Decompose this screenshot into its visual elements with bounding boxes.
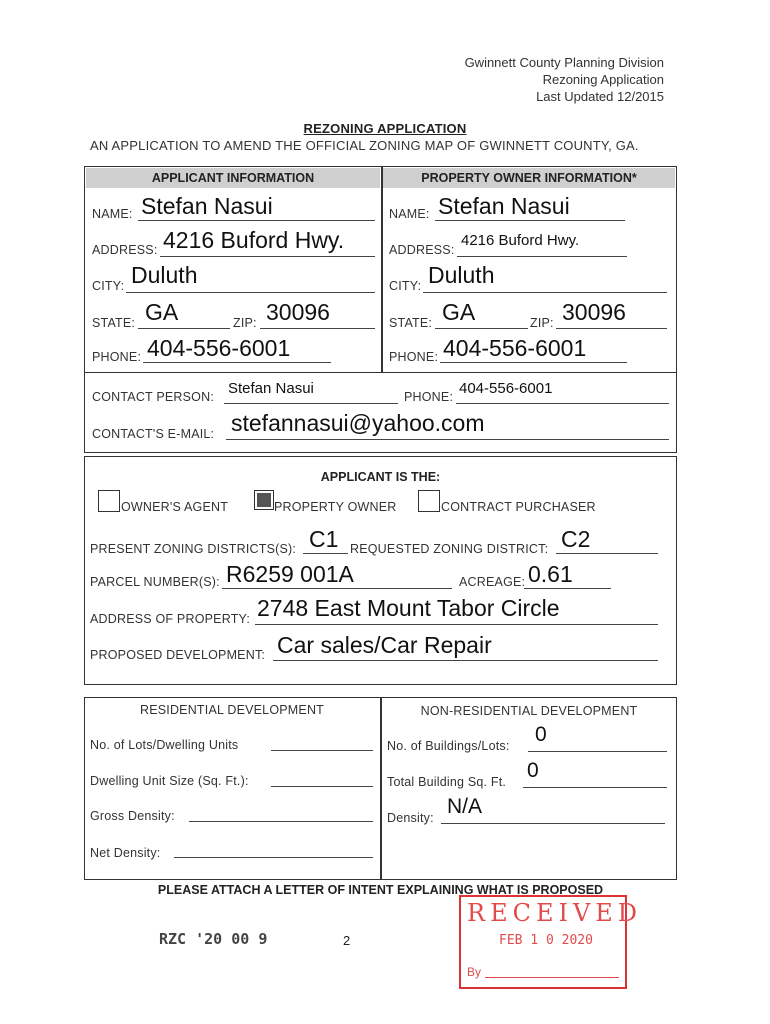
applicant-city-field[interactable]: Duluth (131, 262, 198, 288)
applicant-name-line (138, 220, 375, 221)
applicant-address-line (160, 256, 375, 257)
acreage-line (524, 588, 611, 589)
owner-address-label: ADDRESS: (389, 243, 455, 257)
applicant-phone-label: PHONE: (92, 350, 142, 364)
gross-density-field[interactable] (189, 821, 373, 822)
unit-size-label: Dwelling Unit Size (Sq. Ft.): (90, 774, 249, 788)
owners-agent-label: OWNER'S AGENT (121, 500, 229, 514)
stamp-date: FEB 1 0 2020 (499, 933, 593, 948)
owner-state-label: STATE: (389, 316, 433, 330)
section-divider (381, 166, 383, 373)
owner-state-field[interactable]: GA (442, 299, 476, 325)
contact-email-label: CONTACT'S E-MAIL: (92, 427, 215, 441)
parcel-number-label: PARCEL NUMBER(S): (90, 575, 220, 589)
contact-email-field[interactable]: stefannasui@yahoo.com (231, 410, 485, 436)
present-zoning-line (303, 553, 348, 554)
applicant-phone-field[interactable]: 404-556-6001 (147, 335, 291, 361)
applicant-name-label: NAME: (92, 207, 133, 221)
requested-zoning-label: REQUESTED ZONING DISTRICT: (350, 542, 549, 556)
property-address-label: ADDRESS OF PROPERTY: (90, 612, 251, 626)
lots-field[interactable] (271, 750, 373, 751)
case-number: RZC '20 00 9 (159, 930, 268, 948)
form-subtitle: AN APPLICATION TO AMEND THE OFFICIAL ZONING MAP OF GWINNETT COUNTY, GA. (90, 138, 639, 153)
owner-phone-label: PHONE: (389, 350, 439, 364)
requested-zoning-field[interactable]: C2 (561, 526, 591, 552)
sqft-line (523, 787, 667, 788)
applicant-city-label: CITY: (92, 279, 125, 293)
buildings-line (528, 751, 667, 752)
applicant-address-field[interactable]: 4216 Buford Hwy. (163, 227, 345, 253)
contact-person-line (224, 403, 398, 404)
proposed-development-line (273, 660, 658, 661)
acreage-label: ACREAGE: (459, 575, 526, 589)
density-line (441, 823, 665, 824)
net-density-label: Net Density: (90, 846, 161, 860)
contact-person-field[interactable]: Stefan Nasui (228, 380, 314, 397)
buildings-field[interactable]: 0 (535, 723, 547, 746)
parcel-number-field[interactable]: R6259 001A (226, 561, 354, 587)
owner-heading: PROPERTY OWNER INFORMATION* (383, 168, 675, 188)
header-line-2: Rezoning Application (542, 72, 664, 87)
sqft-field[interactable]: 0 (527, 759, 539, 782)
applicant-city-line (126, 292, 375, 293)
header-line-3: Last Updated 12/2015 (536, 89, 664, 104)
applicant-phone-line (143, 362, 331, 363)
acreage-field[interactable]: 0.61 (528, 561, 573, 587)
property-address-field[interactable]: 2748 East Mount Tabor Circle (257, 595, 560, 621)
applicant-is-heading: APPLICANT IS THE: (320, 470, 441, 484)
owner-state-line (435, 328, 528, 329)
owner-zip-line (556, 328, 667, 329)
density-field[interactable]: N/A (447, 795, 483, 818)
owner-zip-label: ZIP: (530, 316, 554, 330)
sqft-label: Total Building Sq. Ft. (387, 775, 507, 789)
requested-zoning-line (556, 553, 658, 554)
net-density-field[interactable] (174, 857, 373, 858)
nonresidential-heading: NON-RESIDENTIAL DEVELOPMENT (420, 704, 638, 718)
owner-phone-line (440, 362, 627, 363)
owner-city-line (423, 292, 667, 293)
received-stamp (459, 895, 643, 989)
contact-phone-field[interactable]: 404-556-6001 (459, 380, 553, 397)
buildings-label: No. of Buildings/Lots: (387, 739, 510, 753)
stamp-text: RECEIVED (467, 899, 643, 927)
gross-density-label: Gross Density: (90, 809, 175, 823)
applicant-state-field[interactable]: GA (145, 299, 179, 325)
contact-person-label: CONTACT PERSON: (92, 390, 214, 404)
letter-of-intent-notice: PLEASE ATTACH A LETTER OF INTENT EXPLAINING WHAT IS PROPOSED (157, 883, 604, 897)
owner-name-line (435, 220, 625, 221)
owner-city-field[interactable]: Duluth (428, 262, 495, 288)
property-address-line (255, 624, 658, 625)
owner-city-label: CITY: (389, 279, 422, 293)
present-zoning-label: PRESENT ZONING DISTRICTS(S): (90, 542, 297, 556)
proposed-development-field[interactable]: Car sales/Car Repair (277, 632, 492, 658)
applicant-zip-label: ZIP: (233, 316, 257, 330)
page-header (465, 54, 664, 105)
header-line-1: Gwinnett County Planning Division (464, 55, 664, 70)
owner-address-line (457, 256, 627, 257)
residential-heading: RESIDENTIAL DEVELOPMENT (139, 703, 325, 717)
applicant-zip-field[interactable]: 30096 (266, 299, 330, 325)
density-label: Density: (387, 811, 434, 825)
owner-address-field[interactable]: 4216 Buford Hwy. (461, 232, 580, 249)
unit-size-field[interactable] (271, 786, 373, 787)
applicant-address-label: ADDRESS: (92, 243, 158, 257)
owner-zip-field[interactable]: 30096 (562, 299, 626, 325)
owners-agent-checkbox[interactable] (98, 490, 120, 512)
applicant-state-line (138, 328, 230, 329)
development-divider (380, 697, 382, 880)
property-owner-checkbox[interactable] (254, 490, 274, 510)
contact-phone-label: PHONE: (404, 390, 454, 404)
contact-phone-line (456, 403, 669, 404)
applicant-heading: APPLICANT INFORMATION (86, 168, 380, 188)
applicant-state-label: STATE: (92, 316, 136, 330)
contact-email-line (226, 439, 669, 440)
contract-purchaser-label: CONTRACT PURCHASER (441, 500, 596, 514)
owner-phone-field[interactable]: 404-556-6001 (443, 335, 587, 361)
parcel-number-line (222, 588, 452, 589)
property-owner-label: PROPERTY OWNER (274, 500, 397, 514)
owner-name-field[interactable]: Stefan Nasui (438, 193, 570, 219)
form-title: REZONING APPLICATION (303, 121, 467, 136)
owner-name-label: NAME: (389, 207, 430, 221)
applicant-zip-line (260, 328, 375, 329)
applicant-name-field[interactable]: Stefan Nasui (141, 193, 273, 219)
present-zoning-field[interactable]: C1 (309, 526, 339, 552)
page-number: 2 (343, 933, 351, 948)
contract-purchaser-checkbox[interactable] (418, 490, 440, 512)
stamp-by-line (485, 977, 619, 978)
proposed-development-label: PROPOSED DEVELOPMENT: (90, 648, 266, 662)
lots-label: No. of Lots/Dwelling Units (90, 738, 239, 752)
stamp-by: By (467, 965, 482, 979)
